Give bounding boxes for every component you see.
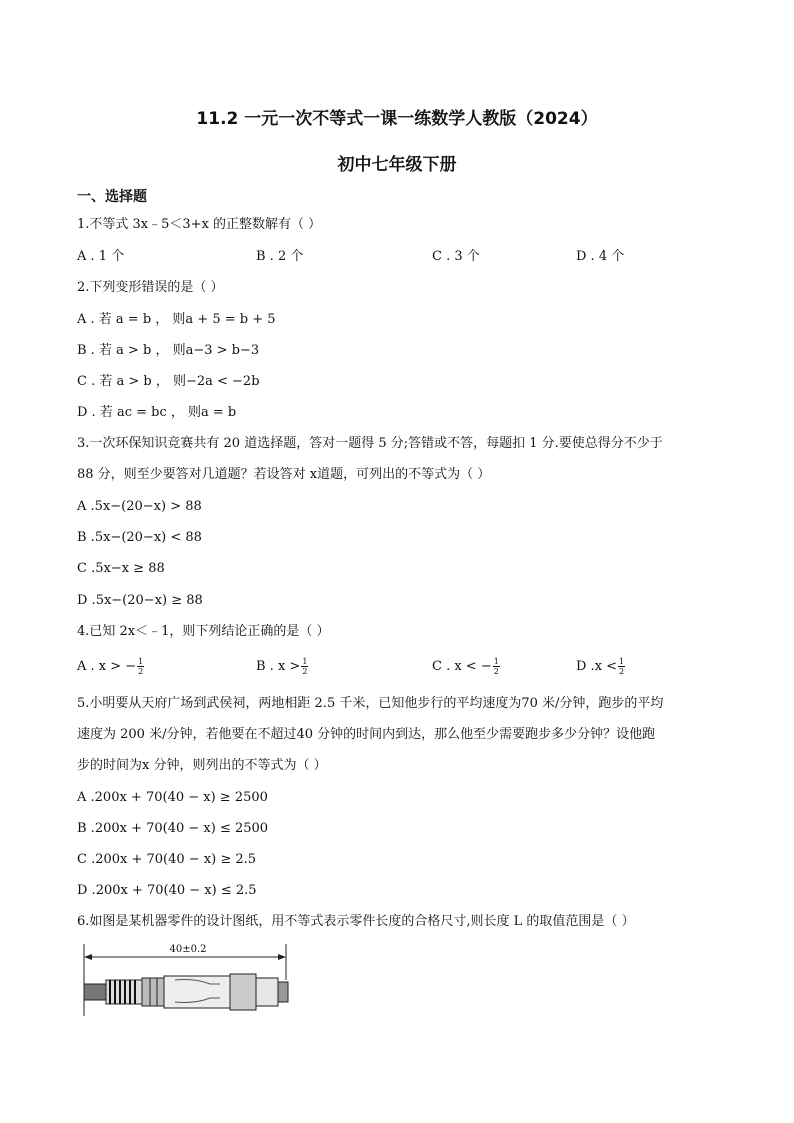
question-6-stem: 6.如图是某机器零件的设计图纸，用不等式表示零件长度的合格尺寸,则长度 L 的取值范围是（ ） [77, 914, 635, 929]
question-4-stem: 4.已知 2x＜﹣1，则下列结论正确的是（ ） [77, 624, 330, 639]
question-5-stem-line2: 速度为 200 米/分钟，若他要在不超过40 分钟的时间内到达，那么他至少需要跑步多少分钟？设他跑 [77, 727, 656, 742]
document-subtitle: 初中七年级下册 [337, 155, 457, 175]
q2-option-c: C . 若 a > b ， 则−2a < −2b [77, 374, 260, 389]
q3-option-d: D .5x−(20−x) ≥ 88 [77, 593, 203, 608]
q1-option-d: D . 4 个 [576, 249, 625, 264]
fraction-numerator: 1 [138, 657, 144, 666]
q2-option-a: A . 若 a = b ， 则a + 5 = b + 5 [77, 312, 276, 327]
q1-option-b: B . 2 个 [256, 249, 304, 264]
q1-option-a: A . 1 个 [77, 249, 125, 264]
question-5-stem-line1: 5.小明要从天府广场到武侯祠，两地相距 2.5 千米，已知他步行的平均速度为70 米/分钟，跑步的平均 [77, 696, 664, 711]
fraction-denominator: 2 [493, 667, 499, 676]
question-3-stem-line1: 3.一次环保知识竞赛共有 20 道选择题，答对一题得 5 分;答错或不答，每题扣 1 分.要使总得分不少于 [77, 436, 663, 451]
question-3-stem-line2: 88 分，则至少要答对几道题？若设答对 x道题，可列出的不等式为（ ） [77, 467, 491, 482]
question-1-stem: 1.不等式 3x﹣5＜3+x 的正整数解有（ ） [77, 217, 322, 232]
document-title: 11.2 一元一次不等式一课一练数学人教版（2024） [196, 109, 598, 129]
fraction-half [493, 657, 500, 676]
dimension-label: 40±0.2 [169, 944, 207, 955]
q4-option-a-text: A . x > − [77, 659, 137, 674]
q4-option-d [576, 657, 625, 676]
q3-option-b: B .5x−(20−x) < 88 [77, 530, 202, 545]
q5-option-c: C .200x + 70(40 − x) ≥ 2.5 [77, 852, 257, 867]
fraction-half [301, 657, 308, 676]
machine-part-drawing [80, 940, 292, 1020]
fraction-numerator: 1 [302, 657, 308, 666]
fraction-denominator: 2 [302, 667, 308, 676]
q2-option-d: D . 若 ac = bc ， 则a = b [77, 405, 237, 420]
section-heading: 一、选择题 [77, 189, 147, 205]
q3-option-a: A .5x−(20−x) > 88 [77, 499, 202, 514]
question-2-stem: 2.下列变形错误的是（ ） [77, 280, 224, 295]
q2-option-b: B . 若 a > b ， 则a−3 > b−3 [77, 343, 260, 358]
fraction-denominator: 2 [619, 667, 625, 676]
machine-part-figure [80, 940, 292, 1020]
q5-option-b: B .200x + 70(40 − x) ≤ 2500 [77, 821, 269, 836]
q5-option-a: A .200x + 70(40 − x) ≥ 2500 [77, 790, 268, 805]
q4-option-d-text: D .x < [576, 659, 618, 674]
fraction-numerator: 1 [619, 657, 625, 666]
q4-option-b-text: B . x > [256, 659, 301, 674]
fraction-numerator: 1 [493, 657, 499, 666]
fraction-denominator: 2 [138, 667, 144, 676]
q3-option-c: C .5x−x ≥ 88 [77, 561, 165, 576]
q5-option-d: D .200x + 70(40 − x) ≤ 2.5 [77, 883, 257, 898]
q4-option-b [256, 657, 308, 676]
question-5-stem-line3: 步的时间为x 分钟，则列出的不等式为（ ） [77, 758, 327, 773]
q4-option-c-text: C . x < − [432, 659, 492, 674]
q4-option-a [77, 657, 144, 676]
q1-option-c: C . 3 个 [432, 249, 480, 264]
fraction-half [618, 657, 625, 676]
q4-option-c [432, 657, 500, 676]
fraction-half [137, 657, 144, 676]
